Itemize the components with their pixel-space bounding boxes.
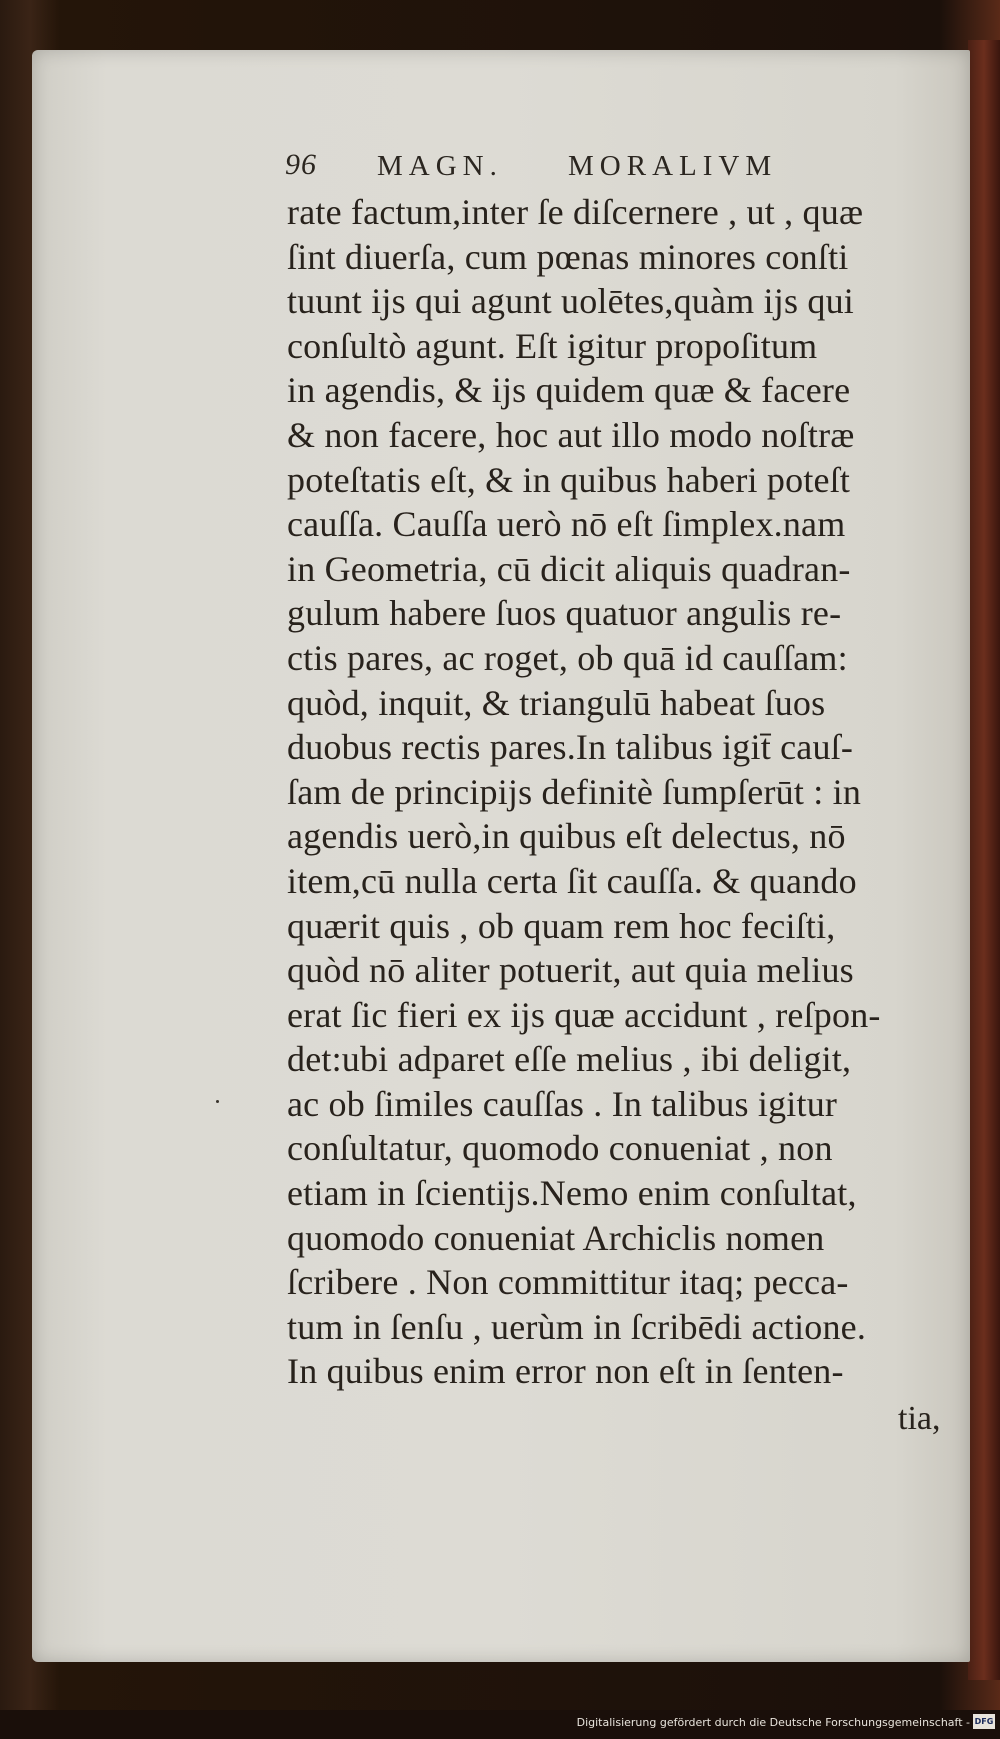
page-number: 96 xyxy=(285,148,317,181)
running-title-right: MORALIVM xyxy=(568,150,778,182)
text-line: det:ubi adparet eſſe melius , ibi deligit, xyxy=(287,1039,852,1080)
dfg-logo: DFG xyxy=(973,1714,995,1729)
text-line: tuunt ijs qui agunt uolētes,quàm ijs qui xyxy=(287,281,854,322)
digitization-credit: Digitalisierung gefördert durch die Deutsche Forschungsgemeinschaft - xyxy=(576,1716,970,1729)
text-line: duobus rectis pares.In talibus igit̄ cauſ- xyxy=(287,727,854,768)
running-title-left: MAGN. xyxy=(377,150,503,182)
text-line: quòd, inquit, & triangulū habeat ſuos xyxy=(287,682,826,723)
text-line: In quibus enim error non eſt in ſenten- xyxy=(287,1351,844,1392)
text-line: in Geometria, cū dicit aliquis quadran- xyxy=(287,548,851,589)
text-line: ctis pares, ac roget, ob quā id cauſſam: xyxy=(287,637,848,678)
running-head xyxy=(285,148,845,188)
text-line: agendis uerò,in quibus eſt delectus, nō xyxy=(287,816,846,857)
text-line: ſcribere . Non committitur itaq; pecca- xyxy=(287,1262,849,1303)
body-text xyxy=(287,190,957,1394)
text-line: quòd nō aliter potuerit, aut quia melius xyxy=(287,950,854,991)
text-line: cauſſa. Cauſſa uerò nō eſt ſimplex.nam xyxy=(287,504,846,545)
book-binding-edge xyxy=(968,40,1000,1680)
text-line: ſint diuerſa, cum pœnas minores conſti xyxy=(287,236,849,277)
text-line: & non facere, hoc aut illo modo noſtræ xyxy=(287,414,855,455)
text-line: item,cū nulla certa ſit cauſſa. & quando xyxy=(287,860,857,901)
text-line: quomodo conueniat Archiclis nomen xyxy=(287,1217,825,1258)
text-line: conſultatur, quomodo conueniat , non xyxy=(287,1128,833,1169)
text-line: ſam de principijs definitè ſumpſerūt : in xyxy=(287,771,862,812)
text-line: poteſtatis eſt, & in quibus haberi poteſt xyxy=(287,459,851,500)
text-line: quærit quis , ob quam rem hoc feciſti, xyxy=(287,905,836,946)
text-line: in agendis, & ijs quidem quæ & facere xyxy=(287,370,851,411)
text-line: etiam in ſcientijs.Nemo enim conſultat, xyxy=(287,1173,857,1214)
text-line: conſultò agunt. Eſt igitur propoſitum xyxy=(287,325,818,366)
text-line: rate factum,inter ſe diſcernere , ut , quæ xyxy=(287,192,864,232)
catchword: tia, xyxy=(898,1400,941,1437)
text-line: tum in ſenſu , uerùm in ſcribēdi actione. xyxy=(287,1306,867,1347)
ink-speck xyxy=(216,1100,219,1103)
text-line: gulum habere ſuos quatuor angulis re- xyxy=(287,593,842,634)
text-line: erat ſic fieri ex ijs quæ accidunt , reſpon- xyxy=(287,994,881,1035)
text-line: ac ob ſimiles cauſſas . In talibus igitur xyxy=(287,1083,838,1124)
